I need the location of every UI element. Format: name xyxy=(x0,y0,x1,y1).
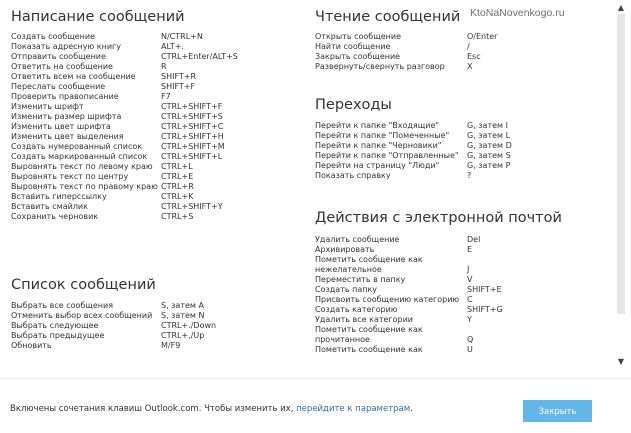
shortcut-row xyxy=(11,52,238,62)
shortcut-action: Проверить правописание xyxy=(11,92,119,101)
shortcut-row xyxy=(11,152,238,162)
shortcut-keys: SHIFT+G xyxy=(467,305,503,314)
shortcut-row xyxy=(11,192,238,202)
shortcut-row xyxy=(11,321,216,331)
shortcut-keys: CTRL+L xyxy=(161,162,193,171)
shortcut-action: Отправить сообщение xyxy=(11,52,106,61)
shortcut-keys: Esc xyxy=(467,52,481,61)
shortcut-keys: CTRL+,/Up xyxy=(161,331,205,340)
shortcut-action: Переместить в папку xyxy=(315,275,406,284)
footer-divider xyxy=(0,378,631,379)
shortcut-keys: / xyxy=(467,42,470,51)
shortcut-row xyxy=(11,72,238,82)
shortcut-keys: S, затем N xyxy=(161,311,205,320)
shortcut-row xyxy=(315,245,503,255)
shortcut-row xyxy=(11,212,238,222)
shortcut-keys: G, затем D xyxy=(467,141,512,150)
shortcut-row xyxy=(315,62,497,72)
shortcut-keys: CTRL+R xyxy=(161,182,194,191)
shortcut-keys: J xyxy=(467,265,470,274)
shortcut-keys: G, затем P xyxy=(467,161,511,170)
shortcut-keys: CTRL+SHIFT+C xyxy=(161,122,224,131)
shortcut-row xyxy=(11,32,238,42)
shortcut-keys: SHIFT+R xyxy=(161,72,197,81)
shortcut-keys: E xyxy=(467,245,473,254)
scrollbar[interactable] xyxy=(614,0,628,378)
list-shortcuts xyxy=(11,301,216,351)
shortcut-row xyxy=(11,331,216,341)
section-title-read: Чтение сообщений xyxy=(315,9,461,25)
shortcut-row xyxy=(315,315,503,325)
shortcut-row xyxy=(315,131,512,141)
shortcut-keys: CTRL+K xyxy=(161,192,194,201)
shortcut-keys: CTRL+SHIFT+M xyxy=(161,142,225,151)
shortcut-action: Закрыть сообщение xyxy=(315,52,401,61)
shortcut-keys: S, затем A xyxy=(161,301,204,310)
shortcut-action: Присвоить сообщению категорию xyxy=(315,295,460,304)
shortcut-keys: CTRL+SHIFT+S xyxy=(161,112,223,121)
shortcut-action: Создать маркированный список xyxy=(11,152,148,161)
shortcut-keys: CTRL+SHIFT+Y xyxy=(161,202,223,211)
shortcut-row xyxy=(315,325,503,345)
shortcut-row xyxy=(315,285,503,295)
shortcut-action: Создать сообщение xyxy=(11,32,96,41)
shortcut-action: Перейти к папке "Помеченные" xyxy=(315,131,450,140)
shortcut-row xyxy=(315,161,512,171)
shortcut-row xyxy=(11,92,238,102)
shortcut-keys: CTRL+E xyxy=(161,172,194,181)
shortcut-keys: N/CTRL+N xyxy=(161,32,203,41)
shortcut-row xyxy=(11,311,216,321)
shortcut-row xyxy=(11,132,238,142)
compose-shortcuts xyxy=(11,32,238,222)
shortcut-action: Ответить на сообщение xyxy=(11,62,113,71)
shortcut-keys: Y xyxy=(467,315,472,324)
shortcut-keys: G, затем L xyxy=(467,131,511,140)
close-button[interactable]: Закрыть xyxy=(523,400,592,422)
shortcut-row xyxy=(315,42,497,52)
shortcut-action: Пометить сообщение как прочитанное xyxy=(315,325,423,344)
footer-text: Включены сочетания клавиш Outlook.com. Чтобы изменить их, xyxy=(10,404,297,414)
shortcut-keys: SHIFT+E xyxy=(467,285,502,294)
shortcut-action: Создать папку xyxy=(315,285,378,294)
shortcut-row xyxy=(11,112,238,122)
nav-shortcuts xyxy=(315,121,512,181)
shortcut-row xyxy=(315,255,503,275)
shortcut-row xyxy=(11,301,216,311)
scroll-thumb[interactable] xyxy=(617,14,625,314)
shortcut-keys: X xyxy=(467,62,473,71)
shortcut-action: Создать нумерованный список xyxy=(11,142,143,151)
shortcut-action: Найти сообщение xyxy=(315,42,391,51)
shortcut-keys: U xyxy=(467,345,473,354)
read-shortcuts xyxy=(315,32,497,72)
shortcut-keys: V xyxy=(467,275,473,284)
shortcut-row xyxy=(11,62,238,72)
shortcut-keys: M/F9 xyxy=(161,341,181,350)
shortcut-action: Выбрать предыдущее xyxy=(11,331,105,340)
shortcut-row xyxy=(11,182,238,192)
shortcut-action: Показать адресную книгу xyxy=(11,42,121,51)
section-title-email: Действия с электронной почтой xyxy=(315,210,562,226)
shortcut-keys: CTRL+SHIFT+H xyxy=(161,132,224,141)
shortcut-keys: ALT+. xyxy=(161,42,184,51)
shortcut-keys: CTRL+S xyxy=(161,212,194,221)
shortcut-action: Изменить размер шрифта xyxy=(11,112,122,121)
shortcut-action: Выровнять текст по левому краю xyxy=(11,162,153,171)
shortcut-row xyxy=(315,151,512,161)
shortcut-action: Перейти к папке "Входящие" xyxy=(315,121,440,130)
shortcut-keys: C xyxy=(467,295,473,304)
shortcut-action: Изменить цвет шрифта xyxy=(11,122,111,131)
shortcut-action: Вставить смайлик xyxy=(11,202,88,211)
shortcut-action: Выбрать все сообщения xyxy=(11,301,114,310)
shortcut-action: Сохранить черновик xyxy=(11,212,99,221)
shortcut-action: Перейти к папке "Черновики" xyxy=(315,141,442,150)
shortcut-action: Перейти к папке "Отправленные" xyxy=(315,151,459,160)
shortcut-row xyxy=(11,341,216,351)
shortcut-row xyxy=(11,202,238,212)
shortcut-row xyxy=(315,121,512,131)
shortcut-action: Ответить всем на сообщение xyxy=(11,72,136,81)
shortcut-action: Выбрать следующее xyxy=(11,321,99,330)
shortcut-row xyxy=(11,142,238,152)
chevron-down-icon[interactable]: ▼ xyxy=(617,357,625,366)
shortcut-action: Пометить сообщение как xyxy=(315,345,423,354)
shortcut-keys: G, затем S xyxy=(467,151,511,160)
settings-link[interactable]: перейдите к параметрам xyxy=(296,404,411,414)
section-title-list: Список сообщений xyxy=(11,277,156,293)
shortcut-action: Удалить все категории xyxy=(315,315,414,324)
shortcut-action: Удалить сообщение xyxy=(315,235,400,244)
email-shortcuts xyxy=(315,235,503,355)
shortcut-action: Переслать сообщение xyxy=(11,82,106,91)
footer-text-end: . xyxy=(410,404,413,414)
shortcut-keys: R xyxy=(161,62,167,71)
shortcut-action: Выровнять текст по центру xyxy=(11,172,129,181)
shortcut-keys: SHIFT+F xyxy=(161,82,196,91)
shortcut-action: Открыть сообщение xyxy=(315,32,402,41)
chevron-up-icon[interactable]: ▲ xyxy=(617,3,625,12)
shortcut-action: Развернуть/свернуть разговор xyxy=(315,62,445,71)
footer-message xyxy=(10,404,413,414)
shortcut-action: Архивировать xyxy=(315,245,375,254)
shortcut-action: Вставить гиперссылку xyxy=(11,192,107,201)
shortcut-keys: O/Enter xyxy=(467,32,498,41)
shortcut-row xyxy=(11,102,238,112)
shortcut-keys: CTRL+Enter/ALT+S xyxy=(161,52,238,61)
shortcut-action: Обновить xyxy=(11,341,52,350)
shortcut-row xyxy=(11,82,238,92)
shortcut-row xyxy=(315,52,497,62)
shortcut-row xyxy=(315,275,503,285)
shortcut-row xyxy=(315,305,503,315)
shortcut-action: Показать справку xyxy=(315,171,391,180)
shortcut-row xyxy=(11,162,238,172)
shortcut-keys: G, затем I xyxy=(467,121,508,130)
shortcut-action: Пометить сообщение как нежелательное xyxy=(315,255,423,274)
shortcut-keys: CTRL+SHIFT+F xyxy=(161,102,223,111)
shortcut-row xyxy=(315,345,503,355)
shortcut-row xyxy=(315,171,512,181)
shortcut-keys: CTRL+./Down xyxy=(161,321,217,330)
shortcut-action: Изменить цвет выделения xyxy=(11,132,124,141)
shortcut-row xyxy=(11,42,238,52)
shortcut-action: Отменить выбор всех сообщений xyxy=(11,311,153,320)
section-title-nav: Переходы xyxy=(315,97,392,113)
shortcut-keys: Del xyxy=(467,235,481,244)
shortcut-row xyxy=(315,295,503,305)
shortcut-action: Перейти на страницу "Люди" xyxy=(315,161,440,170)
shortcut-action: Выровнять текст по правому краю xyxy=(11,182,158,191)
shortcut-keys: F7 xyxy=(161,92,171,101)
shortcut-row xyxy=(11,122,238,132)
section-title-compose: Написание сообщений xyxy=(11,9,185,25)
shortcut-action: Создать категорию xyxy=(315,305,398,314)
shortcut-keys: CTRL+SHIFT+L xyxy=(161,152,223,161)
watermark: KtoNaNovenkogo.ru xyxy=(470,7,565,19)
shortcut-row xyxy=(315,235,503,245)
shortcut-keys: Q xyxy=(467,335,474,344)
shortcut-action: Изменить шрифт xyxy=(11,102,84,111)
shortcut-keys: ? xyxy=(467,171,472,180)
shortcut-row xyxy=(11,172,238,182)
shortcut-row xyxy=(315,141,512,151)
shortcut-row xyxy=(315,32,497,42)
